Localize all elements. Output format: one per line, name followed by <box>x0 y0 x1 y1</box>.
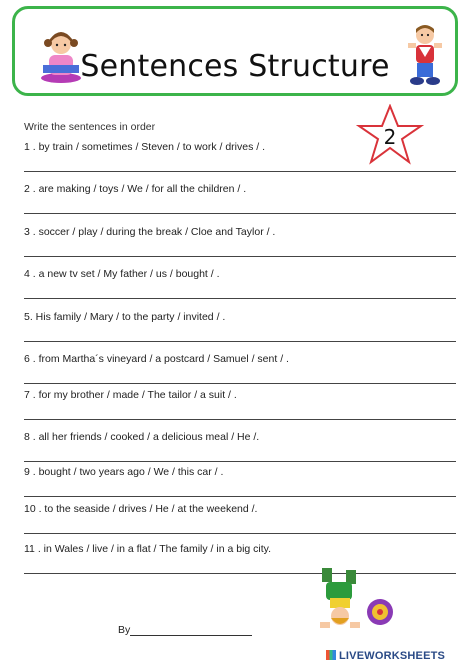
title-frame <box>12 6 458 96</box>
sentence-item: 6 . from Martha´s vineyard / a postcard / Samuel / sent / . <box>24 353 289 365</box>
answer-line[interactable] <box>24 171 456 172</box>
logo-badge-icon <box>366 598 394 626</box>
sentence-item: 11 . in Wales / live / in a flat / The family / in a big city. <box>24 543 272 555</box>
star-icon <box>356 104 424 166</box>
page-title: Sentences Structure <box>80 49 390 84</box>
sentence-item: 10 . to the seaside / drives / He / at the weekend /. <box>24 503 258 515</box>
sentence-item: 3 . soccer / play / during the break / Cloe and Taylor / . <box>24 226 276 238</box>
name-field[interactable] <box>130 625 252 636</box>
by-line <box>118 624 252 636</box>
sentence-item: 2 . are making / toys / We / for all the children / . <box>24 183 247 195</box>
answer-line[interactable] <box>24 298 456 299</box>
answer-line[interactable] <box>24 341 456 342</box>
answer-line[interactable] <box>24 496 456 497</box>
sentence-item: 7 . for my brother / made / The tailor / a suit / . <box>24 389 237 401</box>
answer-line[interactable] <box>24 573 456 574</box>
answer-line[interactable] <box>24 213 456 214</box>
sentence-item: 5. His family / Mary / to the party / invited / . <box>24 311 226 323</box>
sentence-item: 9 . bought / two years ago / We / this car / . <box>24 466 224 478</box>
answer-line[interactable] <box>24 419 456 420</box>
answer-line[interactable] <box>24 533 456 534</box>
by-label: By <box>118 624 131 636</box>
answer-line[interactable] <box>24 383 456 384</box>
instruction-text: Write the sentences in order <box>24 121 156 133</box>
sentence-item: 4 . a new tv set / My father / us / bought / . <box>24 268 220 280</box>
star-number: 2 <box>383 125 397 149</box>
answer-line[interactable] <box>24 461 456 462</box>
footer-brand: LIVEWORKSHEETS <box>326 650 445 662</box>
sentence-item: 1 . by train / sometimes / Steven / to work / drives / . <box>24 141 266 153</box>
answer-line[interactable] <box>24 256 456 257</box>
liveworksheets-logo-icon <box>326 650 336 660</box>
sentence-item: 8 . all her friends / cooked / a delicious meal / He /. <box>24 431 260 443</box>
handstand-kid-icon <box>316 566 364 630</box>
